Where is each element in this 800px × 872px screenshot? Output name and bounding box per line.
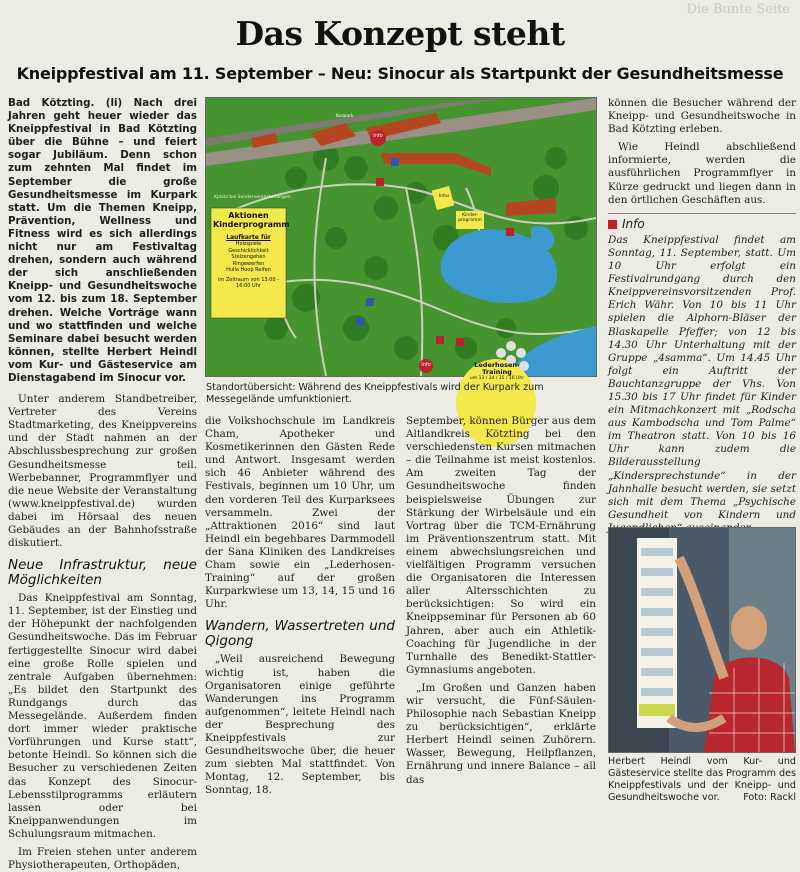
map-small-label-2: Infos (438, 194, 450, 199)
col2-paragraph-1: die Volkshochschule im Landkreis Cham, Apotheker und Kosmetikerinnen den Gästen Rede und Antwort. Insgesamt werden sich 46 Anbieter während des Festivals, beginnen um 10 Uhr, um den vorderen Teil des Kurparksees versammeln. Zwei der „Attraktionen 2016“ sind laut Heindl ein begehbares Darmmodell der Sana Kliniken des Landkreises Cham sowie ein „Lederhosen-Training“ auf der großen Kurparkwiese um 13, 14, 15 und 16 Uhr. (205, 415, 395, 611)
info-box-label: Info (622, 216, 645, 231)
photo-illustration (609, 528, 795, 752)
kurpark-map (205, 97, 597, 381)
lead-paragraph (8, 97, 197, 385)
info-square-icon (608, 220, 617, 229)
col1-paragraph-3: Im Freien stehen unter anderem Physiotherapeuten, Orthopäden, (8, 845, 197, 872)
col3-paragraph-2: „Im Großen und Ganzen haben wir versucht, die Fünf-Säulen-Philosophie nach Sebastian Kneipp zu berücksichtigen“, erklärte Herbert Heindl seinen Zuhörern. Wasser, Bewegung, Heilpflanzen, Ernährung und innere Balance – all das (406, 681, 596, 786)
kinder-box (211, 208, 290, 318)
col3-paragraph-1: September, können Bürger aus dem Altlandkreis Kötzting bei den verschiedensten Kursen mitmachen – die Teilnahme ist meist kostenlos. Am zweiten Tag der Gesundheitswoche finden beispielsweise Übungen zur Stärkung der Wirbelsäule und ein Vortrag über die TCM-Ernährung im Präventionszentrum statt. Mit einem abwechslungsreichen und vielfältigen Programm versuchen die Organisatoren die Interessen aller Altersschichten zu berücksichtigen: So wird ein Kneippseminar für Personen ab 60 Jahren, aber auch ein Athletik-Coaching für Jugendliche in der Turnhalle des Benedikt-Stattler-Gymnasiums angeboten. (406, 415, 596, 676)
ghost-text-right: Die Bunte Seite (686, 2, 790, 17)
col1-paragraph-2: Das Kneippfestival am Sonntag, 11. September, ist der Einstieg und der Höhepunkt der nachfolgenden Gesundheitswoche. Das im Februar fertiggestellte Sinocur wird dabei eine große Rolle spielen und zentrale Aufgaben übernehmen: „Es bildet den Startpunkt des Rundgangs durch das Messegelände. Außerdem finden dort immer wieder praktische Vorführungen und Kurse statt“, betonte Heindl. So können sich die Besucher zu verschiedenen Zeiten das Konzept des Sinocur-Lebensstilprogramms erläutern lassen oder bei Kneippanwendungen im Schulungsraum mitmachen. (8, 592, 197, 840)
map-caption: Standortübersicht: Während des Kneippfestivals wird der Kurpark zum Messegelände umfunktioniert. (206, 382, 544, 405)
dateline: Bad Kötzting. (li) (8, 97, 123, 109)
map-info-label-2: Info (421, 362, 431, 368)
column-3 (406, 415, 596, 815)
lead-text: Nach drei Jahren geht heuer wieder das Kneippfestival in Bad Kötzting über die Bühne – und feiert sogar Jubiläum. Denn schon zum zehnten Mal findet im September die große Gesundheitsmesse im Kurpark statt. Um die Themen Kneipp, Prävention, Wellness und Fitness wird es sich allerdings nicht nur am Festivaltag drehen, sondern auch während der sich anschließenden Kneipp- und Gesundheitswoche vom 12. bis zum 18. September drehen. Welche Vorträge wann und wo stattfinden und welche Seminare dabei besucht werden können, stellte Herbert Heindl vom Kur- und Gästeservice am Dienstagabend im Sinocur vor. (8, 97, 197, 384)
info-box-header (608, 213, 796, 231)
col1-subhead: Neue Infrastruktur, neue Möglichkeiten (8, 557, 197, 589)
column-2 (205, 415, 395, 815)
kinder-box-time: im Zeitraum von 13:00 - 16:00 Uhr (217, 276, 280, 289)
map-small-label-1: Kinder-programm (458, 213, 482, 223)
headline: Das Konzept steht (235, 14, 565, 53)
col2-subhead: Wandern, Wassertreten und Qigong (205, 618, 395, 650)
kinder-box-item: Hulla Hoop Reifen (226, 267, 271, 273)
map-parking-label: Kurpark (336, 114, 354, 119)
map-info-label-1: Info (373, 133, 383, 139)
photo-caption-text: Herbert Heindl vom Kur- und Gästeservice stellte das Programm des Kneippfestivals und der Kneipp- und Gesundheitswoche vor. (608, 756, 796, 803)
kinder-box-title: Aktionen Kinderprogramm (213, 211, 290, 229)
column-1 (8, 97, 197, 872)
kinder-box-item: Geschicklichkeit (228, 247, 269, 254)
col4-paragraph-2: Wie Heindl abschließend informierte, werden die ausführlichen Programmflyer in Kürze gedruckt und liegen dann in den örtlichen Geschäften aus. (608, 141, 796, 206)
lederhosen-title: Lederhosen-Training (474, 361, 520, 376)
photo-credit: Foto: Rackl (743, 792, 796, 803)
photo-herbert-heindl (608, 527, 796, 753)
kinder-box-item: Stelzengehen (231, 254, 266, 260)
column-4 (608, 97, 796, 522)
kinder-box-item: Holzspiele (235, 241, 262, 247)
lederhosen-label (460, 362, 534, 382)
info-box-text: Das Kneippfestival findet am Sonntag, 11. September, statt. Um 10 Uhr erfolgt ein Festivalrundgang durch den Kneippvereinsvorsitzenden Prof. Erich Währ. Von 10 bis 11 Uhr spielen die Alphorn-Bläser der Blaskapelle Pfeffer; von 12 bis 14.30 Uhr Unterhaltung mit der Gruppe „4samma“. Um 14.45 Uhr folgt ein Auftritt der Bauchtanzgruppe der Vhs. Von 15.30 bis 17 Uhr findet für Kinder ein Mitmachkonzert mit „Rodscha aus Kambodscha und Tom Palme“ im Theatron statt. Von 10 bis 16 Uhr kann zudem die Bilderausstellung „Kindersprechstunde“ in der Jahnhalle besucht werden, sie setzt sich mit dem Thema „Psychische Gesundheit von Kindern und (608, 233, 796, 521)
col4-paragraph-1: können die Besucher während der Kneipp- und Gesundheitswoche in Bad Kötzting erleben. (608, 97, 796, 136)
map-bonus-label: Kplatz bei Sonderveranstaltungen (214, 195, 291, 200)
photo-caption (608, 756, 796, 804)
col2-paragraph-2: „Weil ausreichend Bewegung wichtig ist, haben die Organisatoren einige geführte Wanderungen ins Programm aufgenommen“, leitete Heindl nach der Besprechung des Kneippfestivals zur Gesundheitswoche über, die heuer zum siebten Mal stattfindet. Von Montag, 12. September, bis Sonntag, 18. (205, 653, 395, 797)
subheadline: Kneippfestival am 11. September – Neu: Sinocur als Startpunkt der Gesundheitsmesse (16, 64, 784, 83)
lederhosen-time: um 13 / 14 / 15 / 16 Uhr (469, 376, 525, 381)
kinder-box-item: Ringewerfen (232, 260, 265, 267)
col1-paragraph-1: Unter anderem Standbetreiber, Vertreter des Vereins Stadtmarketing, des Kneippvereins und der Stadt nahmen an der Abschlussbesprechung zur großen Gesundheitsmesse teil. Werbebanner, Programmflyer und die neue Website der Veranstaltung (www.kneippfestival.de) wurden dabei im Hörsaal des neuen Gebäudes an der Bahnhofsstraße diskutiert. (8, 393, 197, 550)
kinder-box-subtitle: Laufkarte für (226, 234, 271, 241)
